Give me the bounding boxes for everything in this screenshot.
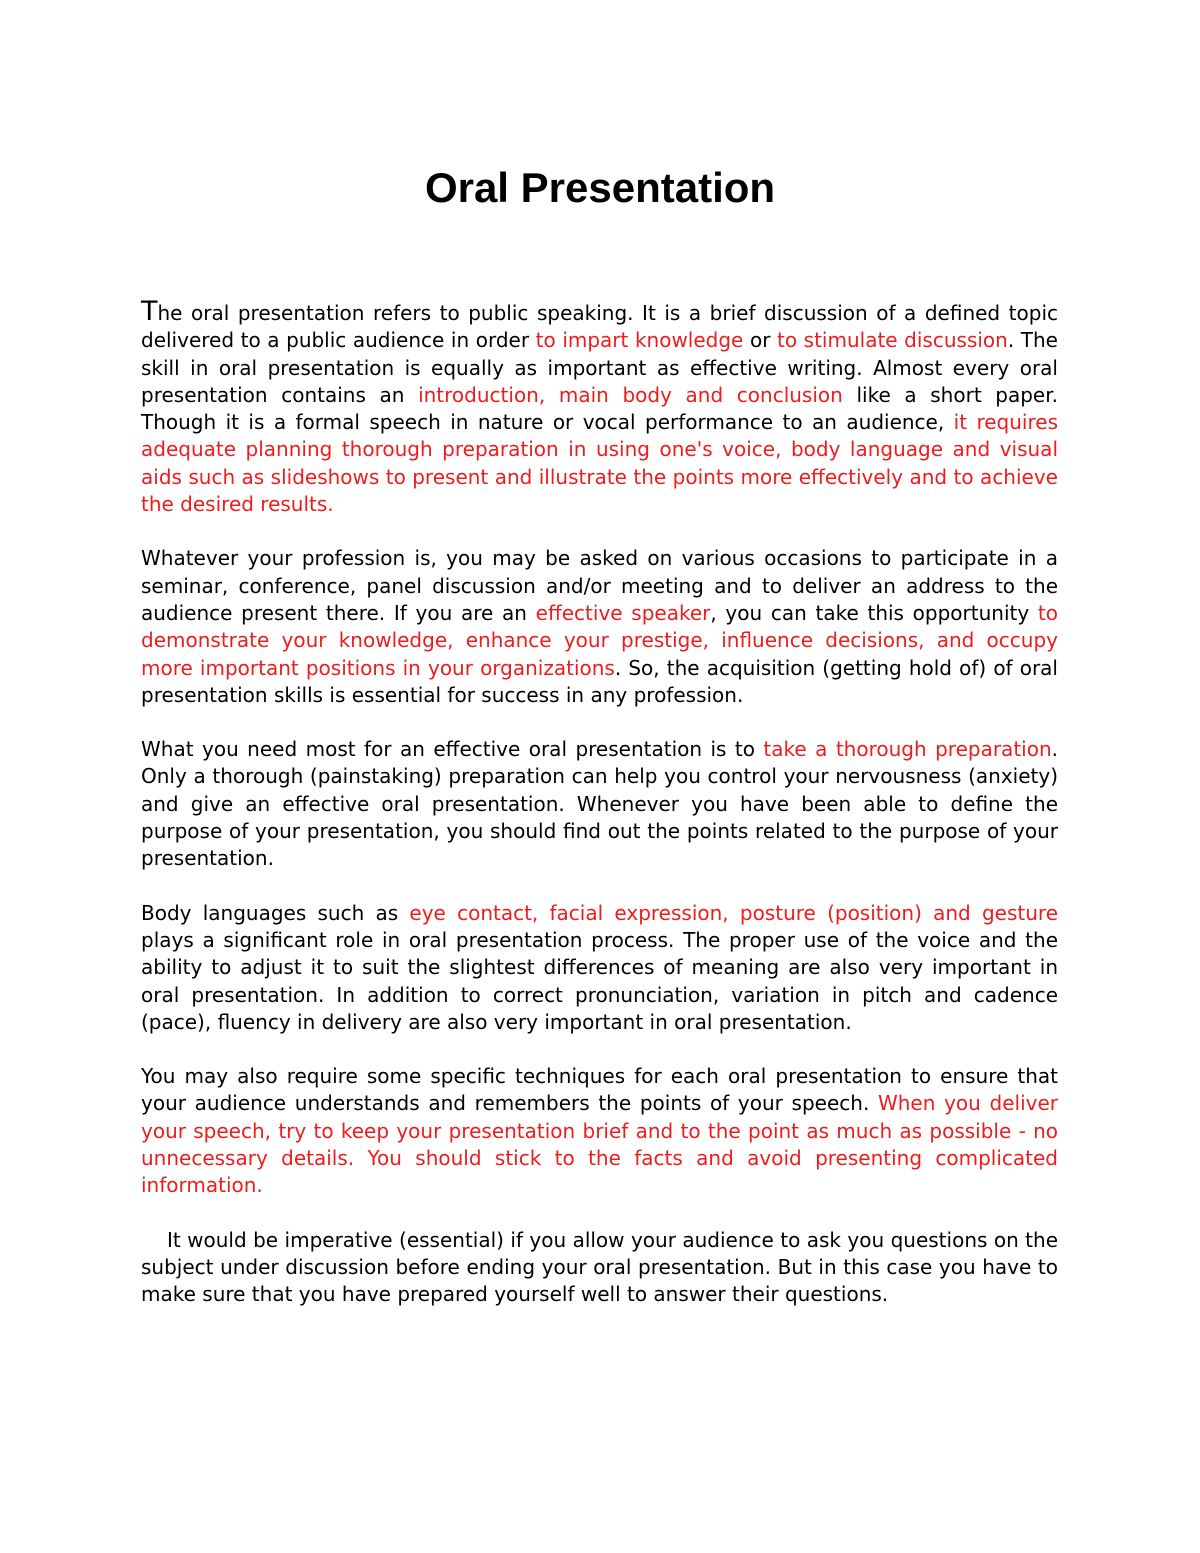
page-title: Oral Presentation — [424, 164, 776, 211]
highlighted-text: introduction, main body and conclusion — [418, 382, 843, 407]
paragraph-2 — [141, 545, 1058, 709]
body-text: he oral presentation refers to public speaking. It is a brief discussion of a defined topic delivered to a public audience in order — [141, 301, 1058, 353]
highlighted-text: it requires adequate planning thorough preparation in using one's voice, body language and visual aids such as slideshows to present and illustrate the points more effectively and to achieve the desired results. — [141, 410, 1058, 517]
highlighted-text: eye contact, facial expression, posture (position) and gesture — [409, 900, 1059, 925]
paragraph-4 — [141, 900, 1058, 1036]
highlighted-text: effective speaker — [535, 600, 711, 625]
body-text: plays a significant role in oral presentation process. The proper use of the voice and the ability to adjust it to suit the slightest differences of meaning are also very important in oral presentation. In addition to correct pronunciation, variation in pitch and cadence (pace), fluency in delivery are also very important in oral presentation. — [141, 927, 1058, 1034]
body-text: Body languages such as — [141, 900, 410, 925]
body-text: What you need most for an effective oral presentation is to — [141, 737, 764, 762]
highlighted-text: to stimulate discussion — [777, 328, 1008, 353]
body-text: . So, the acquisition (getting hold of) of oral presentation skills is essential for success in any profession. — [141, 655, 1058, 707]
body-text: like a short paper. Though it is a formal speech in nature or vocal performance to an audience, — [141, 382, 1058, 435]
document-body — [141, 296, 1059, 1336]
body-text: , you can take this opportunity — [710, 600, 1038, 625]
paragraph-5 — [141, 1063, 1058, 1199]
body-text: . The skill in oral presentation is equally as important as effective writing. Almost every oral presentation contains an — [141, 328, 1058, 407]
body-text: or — [743, 328, 777, 353]
body-text: It would be imperative (essential) if you allow your audience to ask you questions on the subject under discussion before ending your oral presentation. But in this case you have to make sure that you have prepared yourself well to answer their questions. — [141, 1227, 1058, 1307]
paragraph-1 — [141, 296, 1058, 518]
highlighted-text: to demonstrate your knowledge, enhance your prestige, influence decisions, and occupy more important positions in your organizations — [141, 600, 1058, 680]
body-text: You may also require some specific techniques for each oral presentation to ensure that your audience understands and remembers the points of your speech. — [141, 1064, 1058, 1116]
highlighted-text: When you deliver your speech, try to keep your presentation brief and to the point as much as possible - no unnecessary details. You should stick to the facts and avoid presenting complicated information. — [141, 1091, 1058, 1198]
highlighted-text: to impart knowledge — [535, 328, 744, 353]
paragraph-3 — [141, 736, 1058, 872]
highlighted-text: take a thorough preparation — [763, 737, 1052, 762]
paragraph-6 — [141, 1227, 1058, 1309]
body-text: Whatever your profession is, you may be asked on various occasions to participate in a seminar, conference, panel discussion and/or meeting and to deliver an address to the audience present there. If you are an — [141, 546, 1058, 625]
body-text: . Only a thorough (painstaking) preparation can help you control your nervousness (anxiety) and give an effective oral presentation. Whenever you have been able to define the purpose of your presentation, you should find out the points related to the purpose of your presentation. — [141, 737, 1058, 871]
initial-letter: T — [141, 296, 158, 327]
